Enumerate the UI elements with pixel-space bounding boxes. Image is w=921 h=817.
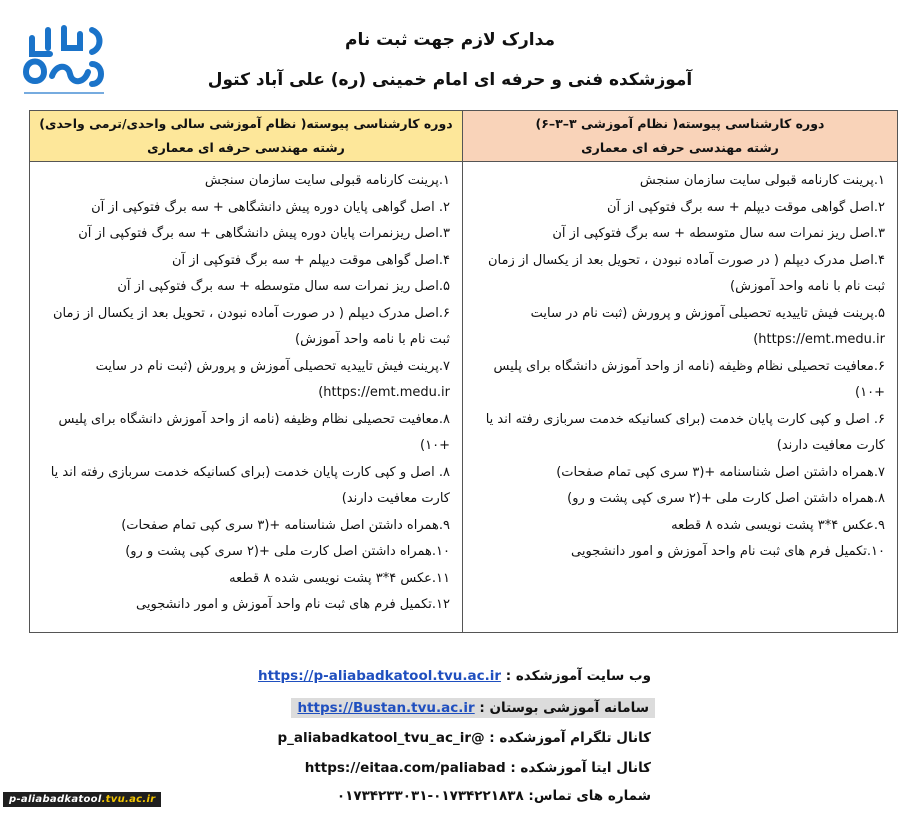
phone-label: شماره های تماس: bbox=[523, 788, 651, 804]
list-item: ۱.پرینت کارنامه قبولی سایت سازمان سنجش bbox=[204, 173, 450, 188]
list-item: ۱۱.عکس ۴*۳ پشت نویسی شده ۸ قطعه bbox=[229, 570, 450, 586]
footer-phone bbox=[337, 788, 651, 804]
footer-telegram bbox=[278, 730, 652, 746]
list-item: ۶. اصل و کپی کارت پایان خدمت (برای کسانیکه خدمت سربازی رفته اند یا کارت معافیت دارند) bbox=[485, 411, 885, 453]
website-link[interactable]: https://p-aliabadkatool.tvu.ac.ir bbox=[257, 668, 502, 684]
list-item: ۹.عکس ۴*۳ پشت نویسی شده ۸ قطعه bbox=[671, 517, 885, 533]
list-item: ۱۰.تکمیل فرم های ثبت نام واحد آموزش و امور دانشجویی bbox=[571, 544, 885, 559]
list-item: ۴.اصل گواهی موقت دیپلم + سه برگ فتوکپی از آن bbox=[172, 252, 450, 268]
list-item: ۸.معافیت تحصیلی نظام وظیفه (نامه از واحد آموزش دانشگاه برای پلیس +۱۰) bbox=[58, 411, 450, 453]
bustan-link[interactable]: https://Bustan.tvu.ac.ir bbox=[297, 700, 475, 716]
list-item: ۷.پرینت فیش تاییدیه تحصیلی آموزش و پرورش (ثبت نام در سایت https://emt.medu.ir) bbox=[95, 358, 450, 400]
page-subtitle: آموزشکده فنی و حرفه ای امام خمینی (ره) علی آباد کتول bbox=[207, 70, 693, 90]
list-item: ۵.پرینت فیش تاییدیه تحصیلی آموزش و پرورش (ثبت نام در سایت https://emt.medu.ir) bbox=[530, 305, 885, 347]
right-column-items bbox=[463, 162, 898, 633]
telegram-label: کانال تلگرام آموزشکده : bbox=[484, 730, 651, 746]
left-column-header bbox=[30, 111, 463, 162]
telegram-value: @p_aliabadkatool_tvu_ac_ir bbox=[277, 730, 485, 746]
footer-bustan bbox=[291, 698, 655, 718]
list-item: ۳.اصل ریزنمرات پایان دوره پیش دانشگاهی + سه برگ فتوکپی از آن bbox=[78, 226, 450, 241]
list-item: ۲. اصل گواهی پایان دوره پیش دانشگاهی + سه برگ فتوکپی از آن bbox=[91, 199, 450, 215]
list-item: ۸.همراه داشتن اصل کارت ملی +(۲ سری کپی پشت و رو) bbox=[567, 491, 885, 506]
list-item: ۱۰.همراه داشتن اصل کارت ملی +(۲ سری کپی پشت و رو) bbox=[125, 544, 450, 559]
footer-website bbox=[258, 668, 651, 684]
eitaa-value: https://eitaa.com/paliabad bbox=[304, 760, 506, 776]
list-item: ۳.اصل ریز نمرات سه سال متوسطه + سه برگ فتوکپی از آن bbox=[552, 226, 885, 241]
list-item: ۴.اصل مدرک دیپلم ( در صورت آماده نبودن ، تحویل بعد از یکسال از زمان ثبت نام با نامه واحد آموزش) bbox=[487, 252, 885, 294]
university-logo-icon bbox=[18, 14, 110, 106]
list-item: ۸. اصل و کپی کارت پایان خدمت (برای کسانیکه خدمت سربازی رفته اند یا کارت معافیت دارند) bbox=[50, 464, 450, 506]
bustan-label: سامانه آموزشی بوستان : bbox=[474, 700, 649, 716]
list-item: ۵.اصل ریز نمرات سه سال متوسطه + سه برگ فتوکپی از آن bbox=[117, 279, 450, 294]
website-label: وب سایت آموزشکده : bbox=[501, 668, 651, 684]
right-column-header-line1: دوره کارشناسی پیوسته( نظام آموزشی ۳–۳–۶) bbox=[535, 116, 825, 131]
list-item: ۱.پرینت کارنامه قبولی سایت سازمان سنجش bbox=[639, 173, 885, 188]
list-item: ۲.اصل گواهی موقت دیپلم + سه برگ فتوکپی از آن bbox=[607, 199, 885, 215]
list-item: ۹.همراه داشتن اصل شناسنامه +(۳ سری کپی تمام صفحات) bbox=[121, 517, 450, 533]
left-column-items bbox=[30, 162, 463, 633]
right-column-header-line2: رشته مهندسی حرفه ای معماری bbox=[581, 140, 779, 155]
right-column-header bbox=[463, 111, 898, 162]
requirements-table bbox=[29, 110, 898, 633]
left-column-header-line1: دوره کارشناسی پیوسته( نظام آموزشی سالی واحدی/ترمی واحدی) bbox=[39, 116, 453, 131]
page-title: مدارک لازم جهت ثبت نام bbox=[345, 30, 555, 50]
badge-suffix: .tvu.ac.ir bbox=[101, 794, 156, 805]
phone-value: ۰۱۷۳۴۲۲۱۸۳۸-۰۱۷۳۴۲۳۳۰۳۱ bbox=[336, 788, 524, 804]
list-item: ۱۲.تکمیل فرم های ثبت نام واحد آموزش و امور دانشجویی bbox=[136, 597, 450, 612]
badge-prefix: p-aliabadkatool bbox=[9, 794, 102, 805]
footer-eitaa bbox=[305, 760, 651, 776]
list-item: ۷.همراه داشتن اصل شناسنامه +(۳ سری کپی تمام صفحات) bbox=[556, 464, 885, 480]
left-column-header-line2: رشته مهندسی حرفه ای معماری bbox=[147, 140, 345, 155]
site-badge bbox=[3, 792, 161, 807]
list-item: ۶.اصل مدرک دیپلم ( در صورت آماده نبودن ، تحویل بعد از یکسال از زمان ثبت نام با نامه واحد آموزش) bbox=[52, 305, 450, 347]
list-item: ۶.معافیت تحصیلی نظام وظیفه (نامه از واحد آموزش دانشگاه برای پلیس +۱۰) bbox=[493, 358, 885, 400]
eitaa-label: کانال ایتا آموزشکده : bbox=[505, 760, 651, 776]
